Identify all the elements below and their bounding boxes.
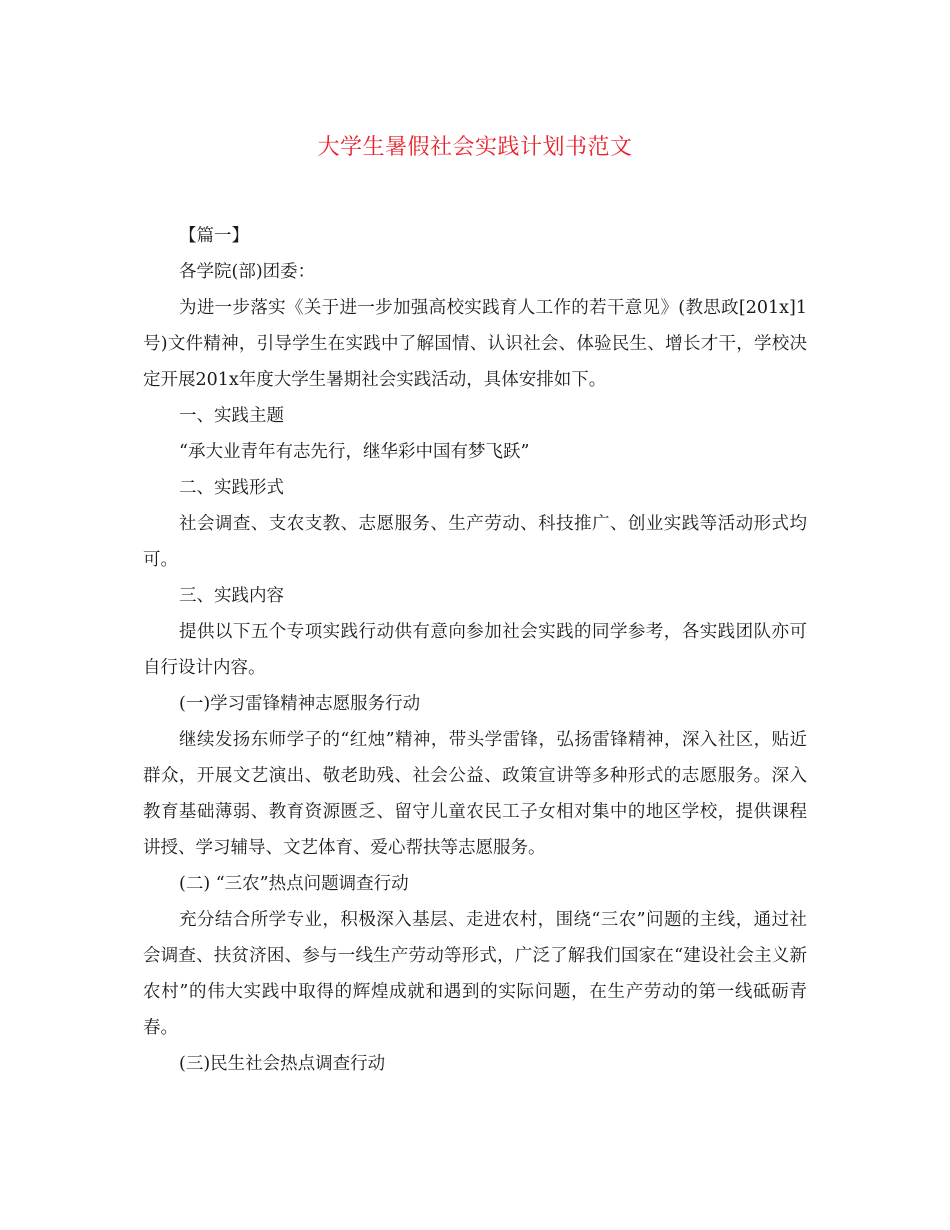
paragraph: 充分结合所学专业，积极深入基层、走进农村，围绕“三农”问题的主线，通过社会调查、扶贫济困、参与一线生产劳动等形式，广泛了解我们国家在“建设社会主义新农村”的伟大实践中取得的辉煌成就和遇到的实际问题，在生产劳动的第一线砥砺青春。: [143, 910, 807, 1038]
paragraph: 社会调查、支农支教、志愿服务、生产劳动、科技推广、创业实践等活动形式均可。: [143, 514, 807, 570]
subsection-heading: (二) “三农”热点问题调查行动: [179, 874, 409, 894]
document-title: 大学生暑假社会实践计划书范文: [317, 135, 633, 160]
section-heading: 二、实践形式: [179, 478, 284, 498]
salutation: 各学院(部)团委：: [179, 262, 316, 282]
section-heading: 【篇一】: [179, 226, 249, 246]
document-body: [143, 218, 807, 1082]
paragraph: 继续发扬东师学子的“红烛”精神，带头学雷锋，弘扬雷锋精神，深入社区，贴近群众，开展文艺演出、敬老助残、社会公益、政策宣讲等多种形式的志愿服务。深入教育基础薄弱、教育资源匮乏、留守儿童农民工子女相对集中的地区学校，提供课程讲授、学习辅导、文艺体育、爱心帮扶等志愿服务。: [143, 730, 807, 858]
subsection-heading: (三)民生社会热点调查行动: [179, 1054, 386, 1074]
section-heading: 三、实践内容: [179, 586, 284, 606]
section-heading: 一、实践主题: [179, 406, 284, 426]
paragraph: 为进一步落实《关于进一步加强高校实践育人工作的若干意见》(教思政[201x]1号)文件精神，引导学生在实践中了解国情、认识社会、体验民生、增长才干，学校决定开展201x年度大学生暑期社会实践活动，具体安排如下。: [143, 298, 807, 390]
paragraph: 提供以下五个专项实践行动供有意向参加社会实践的同学参考，各实践团队亦可自行设计内容。: [143, 622, 807, 678]
theme-quote: “承大业青年有志先行，继华彩中国有梦飞跃”: [179, 442, 530, 462]
subsection-heading: (一)学习雷锋精神志愿服务行动: [179, 694, 421, 714]
